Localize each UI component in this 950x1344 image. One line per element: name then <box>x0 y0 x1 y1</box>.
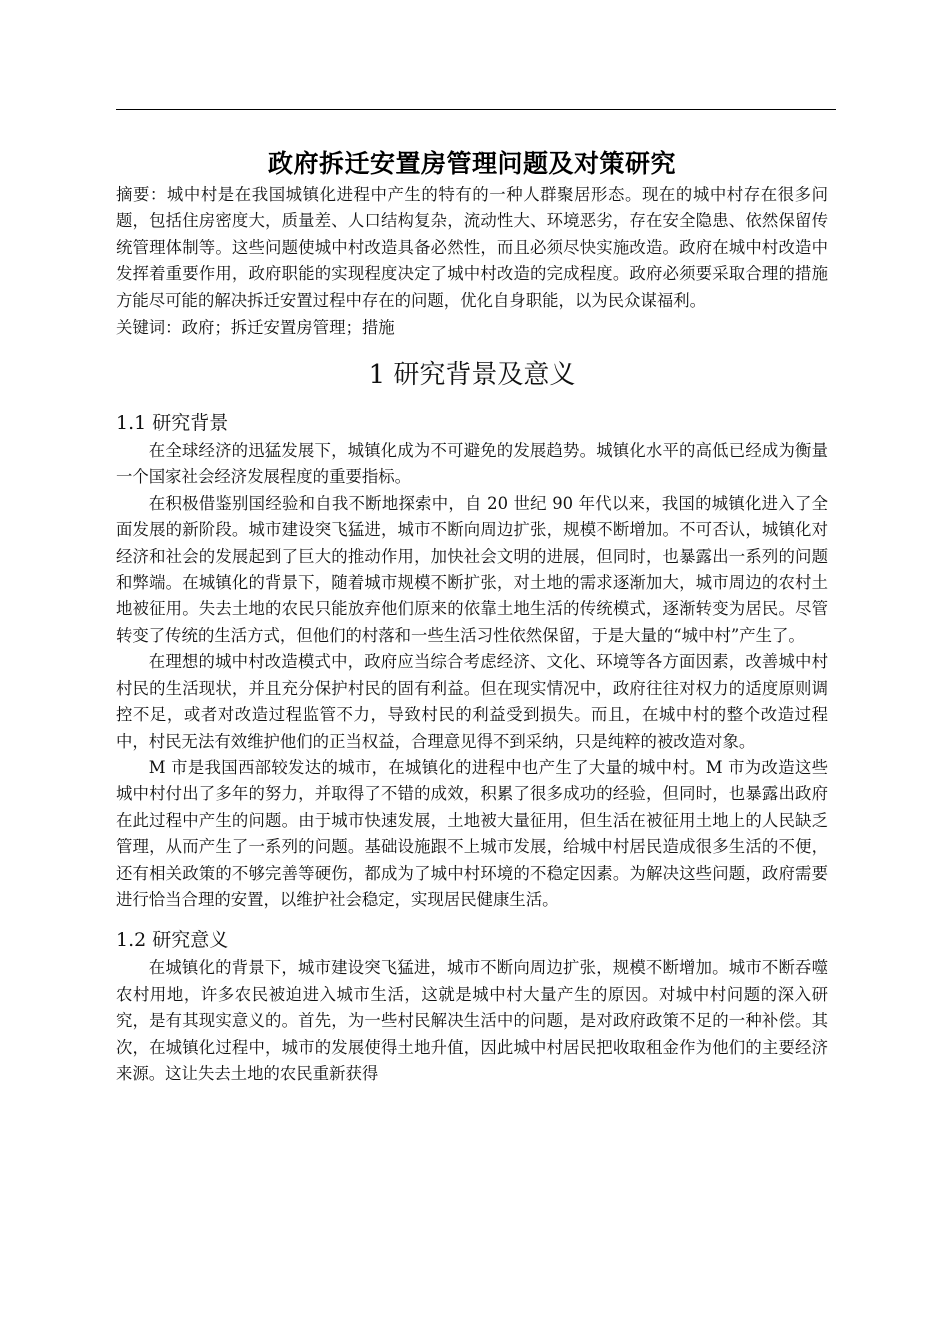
document-body <box>116 146 828 1087</box>
keywords-label: 关键词： <box>116 318 182 338</box>
background-paragraph: 在积极借鉴别国经验和自我不断地探索中，自 20 世纪 90 年代以来，我国的城镇化进入了全面发展的新阶段。城市建设突飞猛进，城市不断向周边扩张，规模不断增加。不可否认，城镇化对经济和社会的发展起到了巨大的推动作用，加快社会文明的进展，但同时，也暴露出一系列的问题和弊端。在城镇化的背景下，随着城市规模不断扩张，对土地的需求逐渐加大，城市周边的农村土地被征用。失去土地的农民只能放弃他们原来的依靠土地生活的传统模式，逐渐转变为居民。尽管转变了传统的生活方式，但他们的村落和一些生活习性依然保留，于是大量的“城中村”产生了。 <box>116 493 828 645</box>
keywords <box>116 314 828 342</box>
header-rule <box>116 109 836 110</box>
background-paragraph: 在全球经济的迅猛发展下，城镇化成为不可避免的发展趋势。城镇化水平的高低已经成为衡量一个国家社会经济发展程度的重要指标。 <box>116 441 828 487</box>
background-paragraph: M 市是我国西部较发达的城市，在城镇化的进程中也产生了大量的城中村。M 市为改造这些城中村付出了多年的努力，并取得了不错的成效，积累了很多成功的经验，但同时，也暴露出政府在此过程中产生的问题。由于城市快速发展，土地被大量征用，但生活在被征用土地上的人民缺乏管理，从而产生了一系列的问题。基础设施跟不上城市发展，给城中村居民造成很多生活的不便，还有相关政策的不够完善等硬伤，都成为了城中村环境的不稳定因素。为解决这些问题，政府需要进行恰当合理的安置，以维护社会稳定，实现居民健康生活。 <box>116 757 828 909</box>
section-heading-significance: 1.2 研究意义 <box>116 929 229 952</box>
abstract-label: 摘要： <box>116 185 167 204</box>
significance-paragraph: 在城镇化的背景下，城市建设突飞猛进，城市不断向周边扩张，规模不断增加。城市不断吞噬农村用地，许多农民被迫进入城市生活，这就是城中村大量产生的原因。对城中村问题的深入研究，是有其现实意义的。首先，为一些村民解决生活中的问题，是对政府政策不足的一种补偿。其次，在城镇化过程中，城市的发展使得土地升值，因此城中村居民把收取租金作为他们的主要经济来源。这让失去土地的农民重新获得 <box>116 958 828 1083</box>
background-paragraph: 在理想的城中村改造模式中，政府应当综合考虑经济、文化、环境等各方面因素，改善城中村村民的生活现状，并且充分保护村民的固有利益。但在现实情况中，政府往往对权力的适度原则调控不足，或者对改造过程监管不力，导致村民的利益受到损失。而且，在城中村的整个改造过程中，村民无法有效维护他们的正当权益，合理意见得不到采纳，只是纯粹的被改造对象。 <box>116 652 828 751</box>
keywords-text: 政府；拆迁安置房管理；措施 <box>181 318 395 338</box>
abstract-text: 城中村是在我国城镇化进程中产生的特有的一种人群聚居形态。现在的城中村存在很多问题，包括住房密度大，质量差、人口结构复杂，流动性大、环境恶劣，存在安全隐患、依然保留传统管理体制等。这些问题使城中村改造具备必然性，而且必须尽快实施改造。政府在城中村改造中发挥着重要作用，政府职能的实现程度决定了城中村改造的完成程度。政府必须要采取合理的措施方能尽可能的解决拆迁安置过程中存在的问题，优化自身职能，以为民众谋福利。 <box>116 185 829 310</box>
abstract <box>116 182 828 314</box>
document-title: 政府拆迁安置房管理问题及对策研究 <box>267 149 676 178</box>
section-heading-background: 1.1 研究背景 <box>116 412 229 435</box>
chapter-heading: 1 研究背景及意义 <box>368 360 576 391</box>
